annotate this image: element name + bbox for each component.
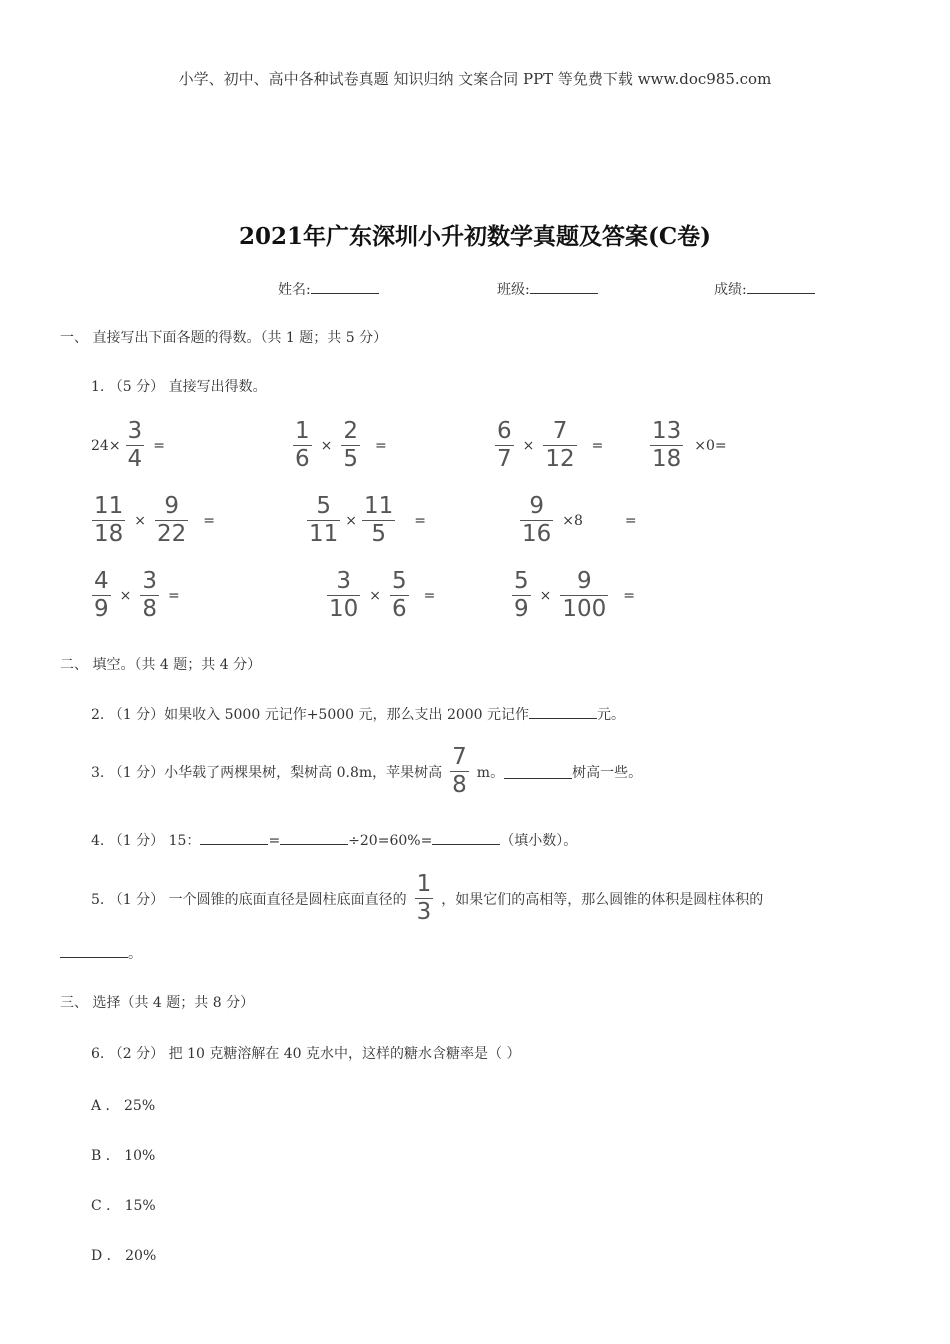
answer-blank[interactable] (280, 830, 348, 845)
fraction: $\frac{5}{11}$ (309, 493, 339, 547)
fraction: $\frac{2}{5}$ (343, 418, 359, 472)
q1-expr-8: $\frac{4}{9}$ × $\frac{3}{8}$ = (94, 568, 180, 622)
fraction: $\frac{9}{100}$ (562, 568, 607, 622)
question-5-blank-line: 。 (60, 943, 142, 963)
fraction: $\frac{5}{9}$ (514, 568, 529, 622)
answer-blank[interactable] (200, 830, 268, 845)
question-2: 2. （1 分）如果收入 5000 元记作+5000 元，那么支出 2000 元记作 元。 (91, 704, 625, 724)
fraction: $\frac{1}{6}$ (295, 418, 310, 472)
fraction: $\frac{6}{7}$ (497, 418, 512, 472)
fraction: $\frac{3}{10}$ (329, 568, 359, 622)
q1-expr-1: 24× $\frac{3}{4}$ = (91, 418, 165, 472)
answer-blank[interactable] (432, 830, 500, 845)
fraction: $\frac{4}{9}$ (94, 568, 109, 622)
page-header: 小学、初中、高中各种试卷真题 知识归纳 文案合同 PPT 等免费下载 www.doc985.com (178, 70, 772, 88)
answer-blank[interactable] (529, 704, 597, 719)
fraction: $\frac{1}{3}$ (416, 871, 432, 925)
page-title: 2021年广东深圳小升初数学真题及答案(C卷) (238, 223, 712, 250)
q1-expr-5: $\frac{11}{18}$ × $\frac{9}{22}$ = (94, 493, 216, 547)
fraction: $\frac{3}{8}$ (142, 568, 158, 622)
section-3-heading: 三、 选择（共 4 题；共 8 分） (60, 995, 255, 1011)
question-5: 5. （1 分） 一个圆锥的底面直径是圆柱底面直径的 $\frac{1}{3}$ ，如果它们的高相等，那么圆锥的体积是圆柱体积的 (91, 871, 764, 925)
q1-expr-10: $\frac{5}{9}$ × $\frac{9}{100}$ = (514, 568, 636, 622)
q1-expr-4: $\frac{13}{18}$ ×0= (652, 418, 727, 472)
answer-blank[interactable] (60, 943, 128, 958)
q1-expr-9: $\frac{3}{10}$ × $\frac{5}{6}$ = (329, 568, 436, 622)
fraction: $\frac{7}{8}$ (452, 744, 467, 798)
q1-expr-7: $\frac{9}{16}$ ×8 = (522, 493, 637, 547)
option-c[interactable]: C ． 15% (91, 1198, 156, 1214)
q1-expr-6: $\frac{5}{11}$ × $\frac{11}{5}$ = (309, 493, 427, 547)
question-1-stem: 1. （5 分） 直接写出得数。 (91, 379, 267, 395)
question-6-stem: 6. （2 分） 把 10 克糖溶解在 40 克水中，这样的糖水含糖率是（ ） (91, 1046, 521, 1062)
fraction: $\frac{11}{18}$ (94, 493, 124, 547)
section-2-heading: 二、 填空。（共 4 题；共 4 分） (60, 657, 262, 673)
fraction: $\frac{11}{5}$ (364, 493, 394, 547)
name-field[interactable]: 姓名: (278, 279, 379, 299)
class-field[interactable]: 班级: (497, 279, 598, 299)
option-a[interactable]: A ． 25% (91, 1098, 156, 1114)
q1-expr-3: $\frac{6}{7}$ × $\frac{7}{12}$ = (497, 418, 604, 472)
fraction: $\frac{9}{16}$ (522, 493, 552, 547)
question-4: 4. （1 分） 15： = ÷20=60%= （填小数）。 (91, 830, 577, 850)
option-b[interactable]: B ． 10% (91, 1148, 156, 1164)
fraction: $\frac{13}{18}$ (652, 418, 682, 472)
fraction: $\frac{3}{4}$ (127, 418, 143, 472)
question-3: 3. （1 分）小华载了两棵果树，梨树高 0.8m，苹果树高 $\frac{7}{8}$ m。 树高一些。 (91, 744, 643, 798)
fraction: $\frac{9}{22}$ (157, 493, 187, 547)
fraction: $\frac{7}{12}$ (545, 418, 575, 472)
option-d[interactable]: D ． 20% (91, 1248, 157, 1264)
score-field[interactable]: 成绩: (714, 279, 815, 299)
section-1-heading: 一、 直接写出下面各题的得数。（共 1 题；共 5 分） (60, 330, 388, 346)
fraction: $\frac{5}{6}$ (392, 568, 407, 622)
answer-blank[interactable] (504, 764, 572, 779)
q1-expr-2: $\frac{1}{6}$ × $\frac{2}{5}$ = (295, 418, 387, 472)
